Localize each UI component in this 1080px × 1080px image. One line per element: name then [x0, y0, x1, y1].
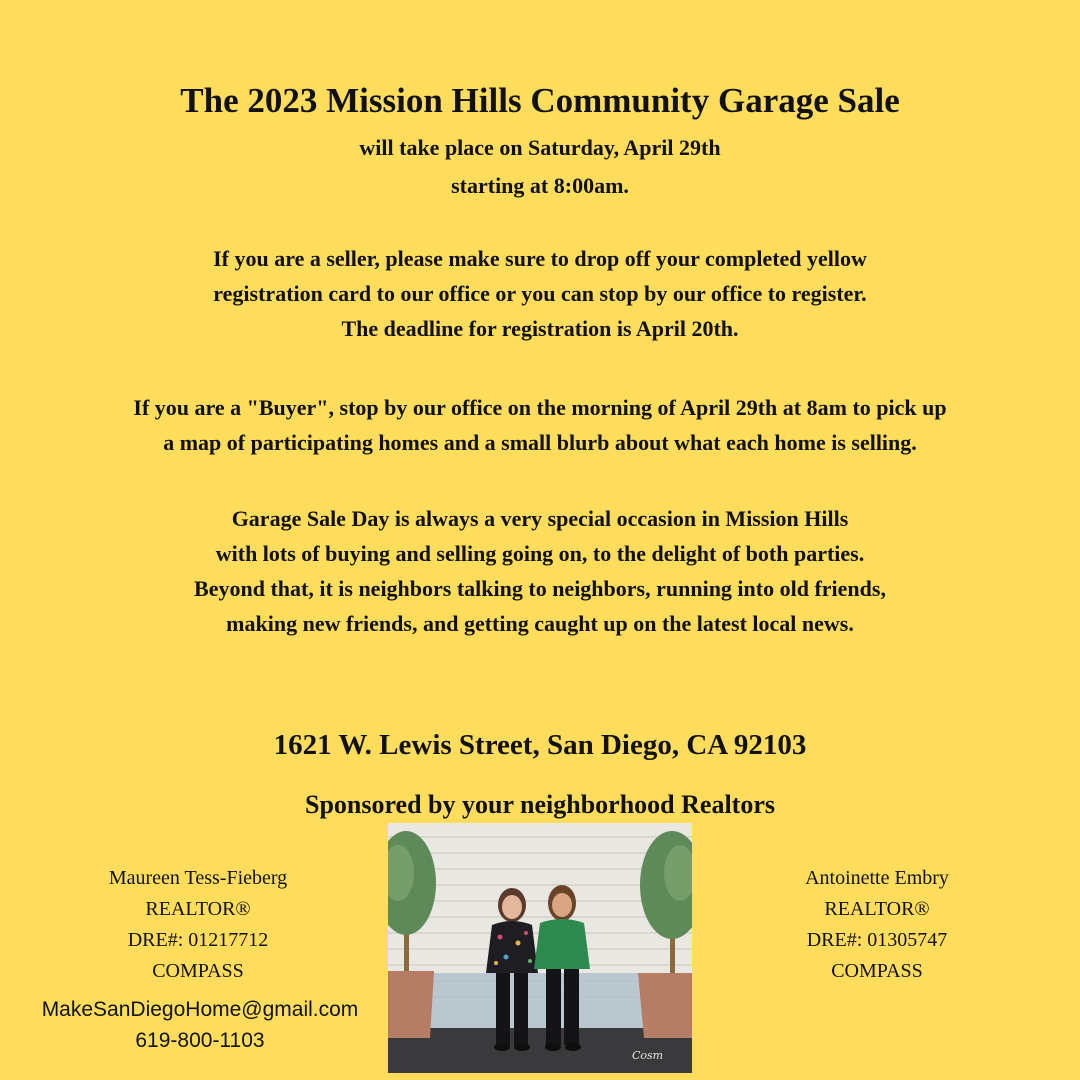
- seller-paragraph: [0, 241, 1080, 346]
- garage-day-line: Garage Sale Day is always a very special occasion in Mission Hills: [231, 506, 849, 531]
- agent-card-left: [48, 863, 348, 987]
- garage-day-line: making new friends, and getting caught up on the latest local news.: [226, 611, 854, 636]
- event-date-line: will take place on Saturday, April 29th: [359, 135, 721, 160]
- agent-company: COMPASS: [152, 960, 244, 982]
- agent-company: COMPASS: [831, 960, 923, 982]
- realtors-photo: [388, 823, 692, 1073]
- agent-title: REALTOR®: [824, 898, 930, 920]
- office-address: 1621 W. Lewis Street, San Diego, CA 92103: [273, 729, 807, 761]
- agent-dre: DRE#: 01305747: [806, 929, 948, 951]
- event-time-line: starting at 8:00am.: [451, 173, 629, 198]
- buyer-line: a map of participating homes and a small blurb about what each home is selling.: [163, 430, 917, 455]
- agent-name: Maureen Tess-Fieberg: [108, 867, 288, 889]
- agent-name: Antoinette Embry: [805, 867, 949, 889]
- contact-phone[interactable]: 619-800-1103: [135, 1029, 265, 1052]
- photo-signature: Cosm: [632, 1049, 664, 1062]
- garage-day-paragraph: [0, 501, 1080, 641]
- buyer-paragraph: [0, 390, 1080, 460]
- garage-day-line: Beyond that, it is neighbors talking to neighbors, running into old friends,: [194, 576, 886, 601]
- agent-dre: DRE#: 01217712: [127, 929, 269, 951]
- buyer-line: If you are a "Buyer", stop by our office on the morning of April 29th at 8am to pick up: [133, 395, 947, 420]
- page-title: The 2023 Mission Hills Community Garage Sale: [180, 81, 900, 120]
- seller-line: The deadline for registration is April 20th.: [341, 316, 739, 341]
- agent-title: REALTOR®: [145, 898, 251, 920]
- sponsor-heading: Sponsored by your neighborhood Realtors: [304, 790, 776, 819]
- agent-card-right: [727, 863, 1027, 987]
- seller-line: If you are a seller, please make sure to drop off your completed yellow: [213, 246, 867, 271]
- seller-line: registration card to our office or you can stop by our office to register.: [213, 281, 867, 306]
- contact-email[interactable]: MakeSanDiegoHome@gmail.com: [41, 998, 359, 1021]
- garage-day-line: with lots of buying and selling going on, to the delight of both parties.: [215, 541, 865, 566]
